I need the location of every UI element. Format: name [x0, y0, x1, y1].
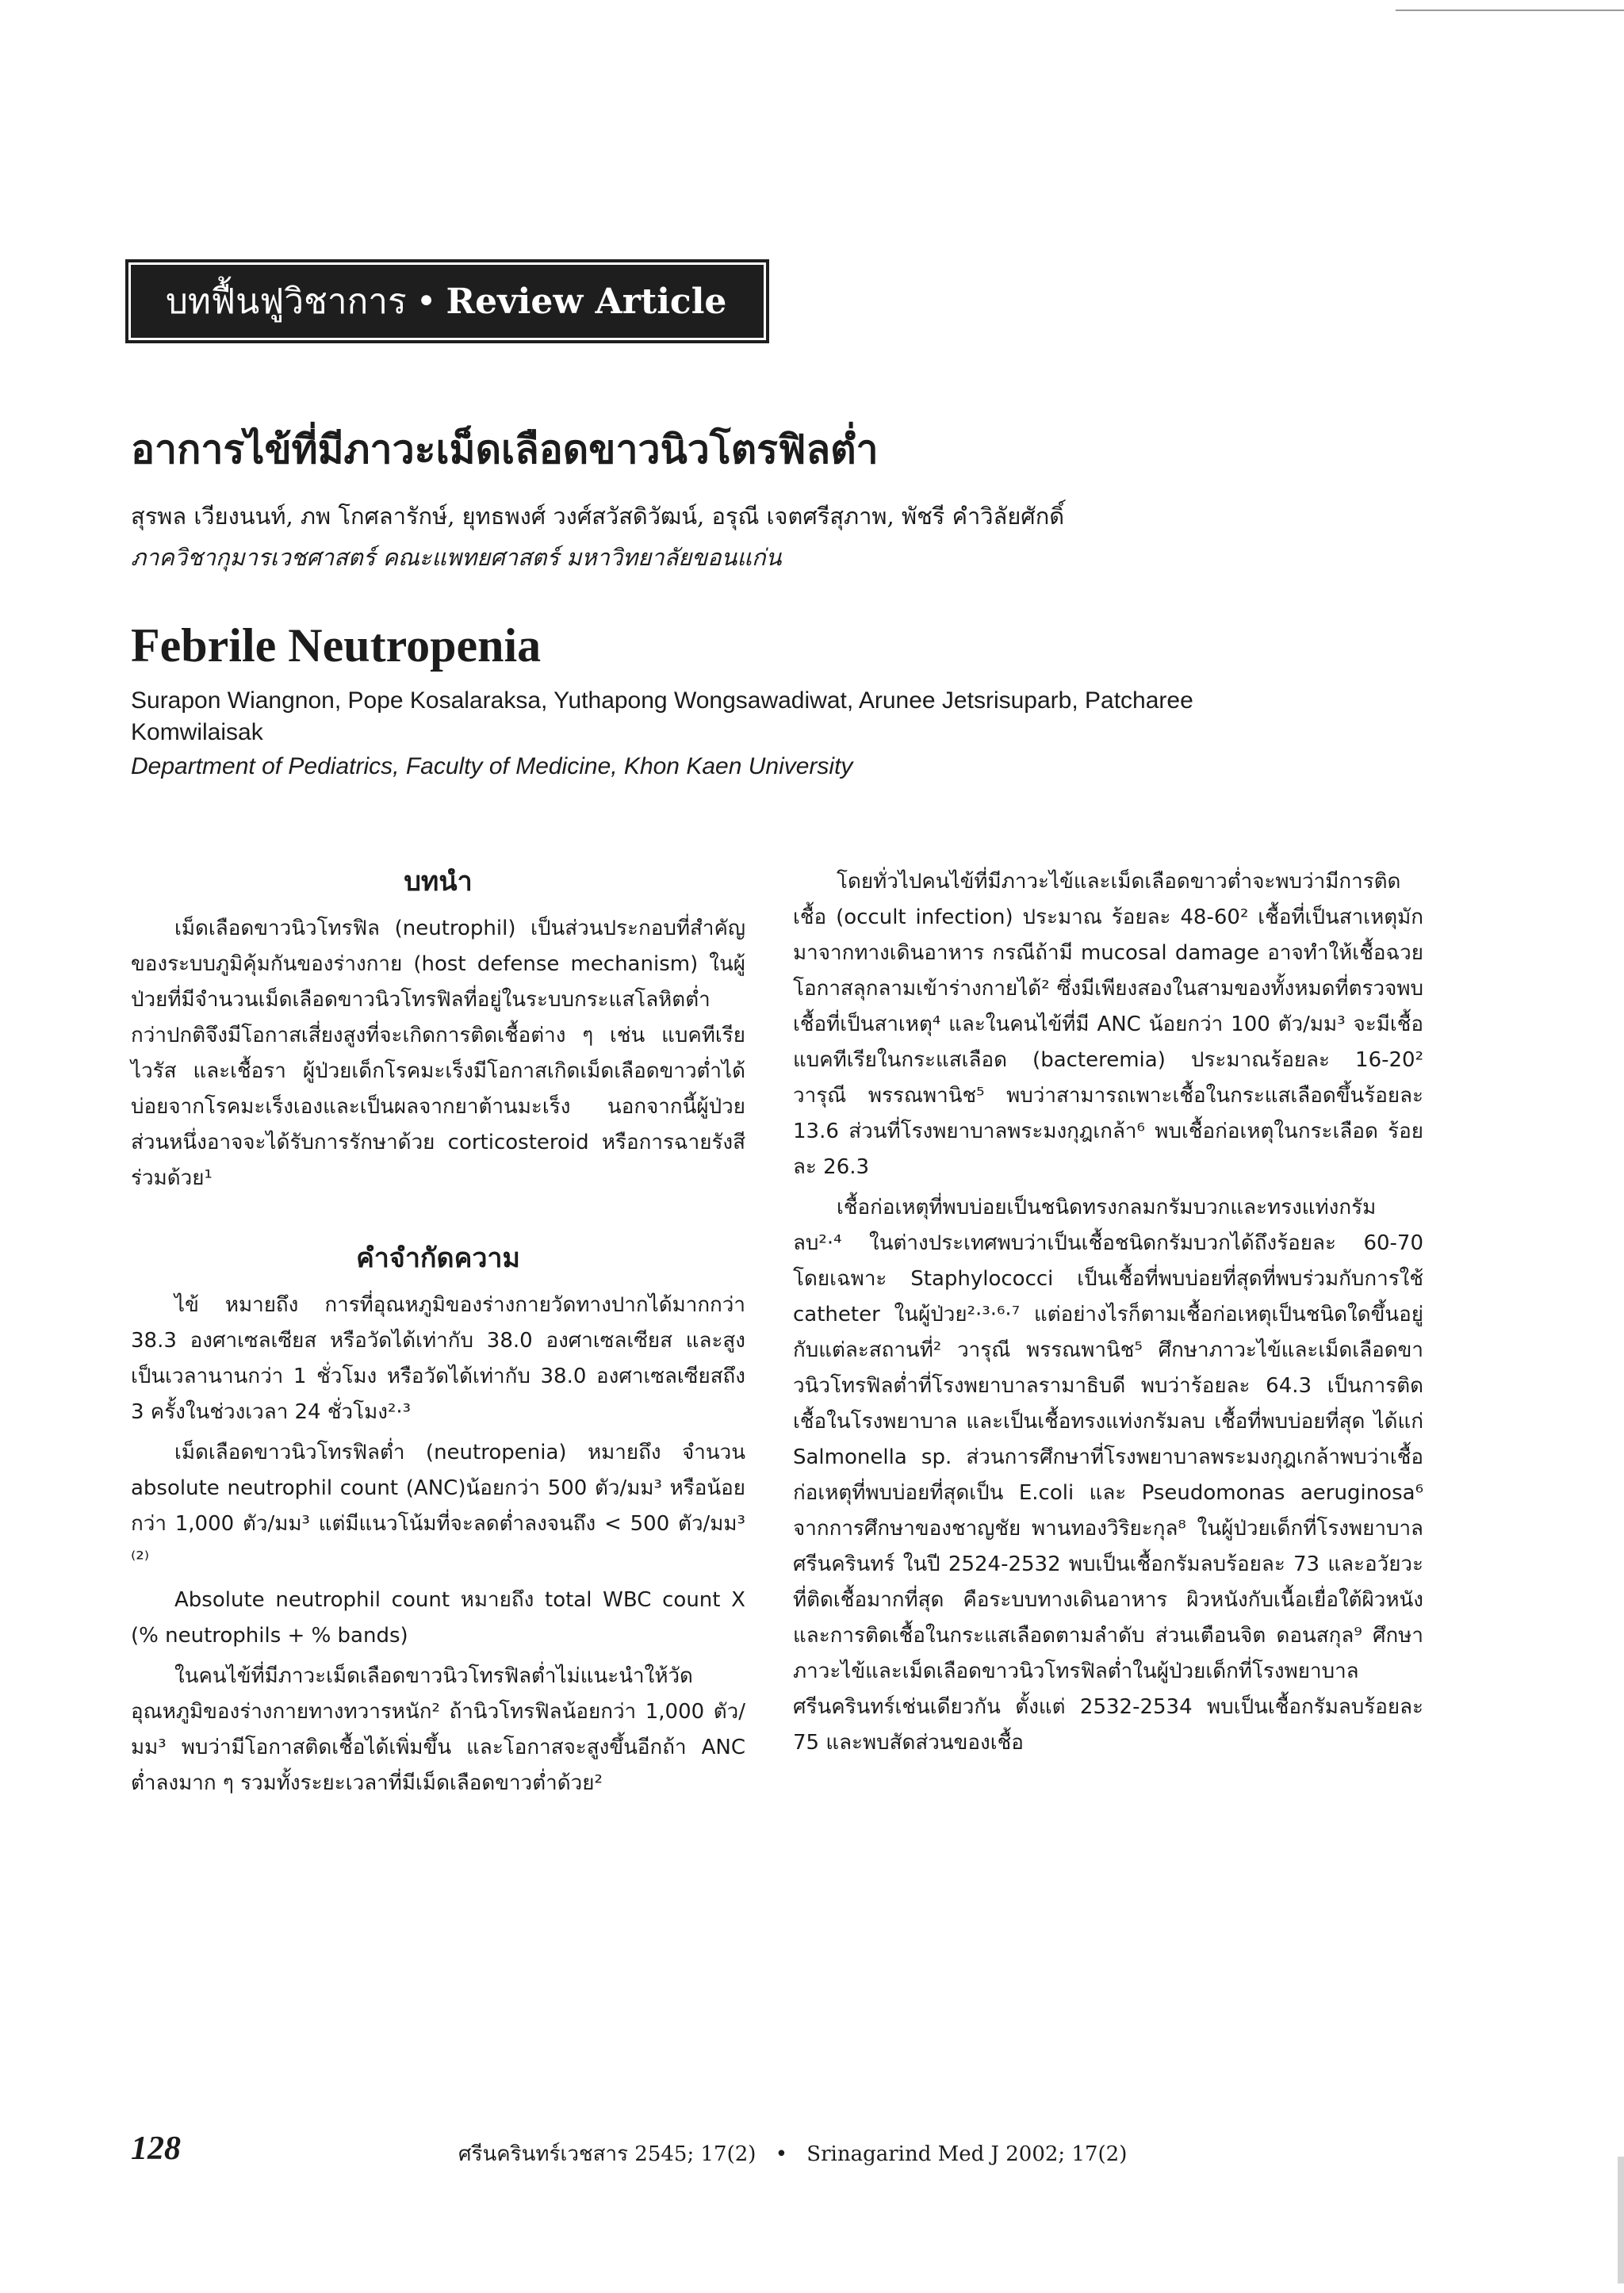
- definition-paragraph-rectal: ในคนไข้ที่มีภาวะเม็ดเลือดขาวนิวโทรฟิลต่ำไม่แนะนำให้วัดอุณหภูมิของร่างกายทางทวารหนัก² ถ้านิวโทรฟิลน้อยกว่า 1,000 ตัว/มม³ พบว่ามีโอกาสติดเชื้อได้เพิ่มขึ้น และโอกาสจะสูงขึ้นอีกถ้า ANC ต่ำลงมาก ๆ รวมทั้งระยะเวลาที่มีเม็ดเลือดขาวต่ำด้วย²: [131, 1664, 745, 1795]
- intro-heading: บทนำ: [404, 866, 473, 898]
- affiliation-en: Department of Pediatrics, Faculty of Medicine, Khon Kaen University: [131, 753, 853, 779]
- scan-edge-streak: [1618, 2157, 1624, 2283]
- section-label-th: บทฟื้นฟูวิชาการ: [166, 281, 407, 322]
- section-banner: [131, 265, 764, 338]
- intro-paragraph: เม็ดเลือดขาวนิวโทรฟิล (neutrophil) เป็นส่วนประกอบที่สำคัญของระบบภูมิคุ้มกันของร่างกาย (host defense mechanism) ในผู้ป่วยที่มีจำนวนเม็ดเลือดขาวนิวโทรฟิลที่อยู่ในระบบกระแสโลหิตต่ำกว่าปกติจึงมีโอกาสเสี่ยงสูงที่จะเกิดการติดเชื้อต่าง ๆ เช่น แบคทีเรีย ไวรัส และเชื้อรา ผู้ป่วยเด็กโรคมะเร็งมีโอกาสเกิดเม็ดเลือดขาวต่ำได้บ่อยจากโรคมะเร็งเองและเป็นผลจากยาต้านมะเร็ง นอกจากนี้ผู้ป่วยส่วนหนึ่งอาจจะได้รับการรักษาด้วย corticosteroid หรือการฉายรังสีร่วมด้วย¹: [131, 917, 745, 1190]
- article-title-en: Febrile Neutropenia: [131, 619, 542, 672]
- authors-en: Surapon Wiangnon, Pope Kosalaraksa, Yuthapong Wongsawadiwat, Arunee Jetsrisuparb, Patcharee Komwilaisak: [131, 687, 1193, 745]
- definition-paragraph-fever: ไข้ หมายถึง การที่อุณหภูมิของร่างกายวัดทางปากได้มากกว่า 38.3 องศาเซลเซียส หรือวัดได้เท่ากับ 38.0 องศาเซลเซียส และสูงเป็นเวลานานกว่า 1 ชั่วโมง หรือวัดได้เท่ากับ 38.0 องศาเซลเซียสถึง 3 ครั้งในช่วงเวลา 24 ชั่วโมง²·³: [131, 1293, 745, 1424]
- left-column: [131, 864, 745, 1806]
- definition-paragraph-anc: Absolute neutrophil count หมายถึง total WBC count X (% neutrophils + % bands): [131, 1588, 745, 1648]
- journal-citation-en: Srinagarind Med J 2002; 17(2): [806, 2142, 1128, 2166]
- body-paragraph-pathogens: เชื้อก่อเหตุที่พบบ่อยเป็นชนิดทรงกลมกรัมบวกและทรงแท่งกรัมลบ²·⁴ ในต่างประเทศพบว่าเป็นเชื้อชนิดกรัมบวกได้ถึงร้อยละ 60-70 โดยเฉพาะ Staphylococci เป็นเชื้อที่พบบ่อยที่สุดที่พบร่วมกับการใช้ catheter ในผู้ป่วย²·³·⁶·⁷ แต่อย่างไรก็ตามเชื้อก่อเหตุเป็นชนิดใดขึ้นอยู่กับแต่ละสถานที่² วารุณี พรรณพานิช⁵ ศึกษาภาวะไข้และเม็ดเลือดขาวนิวโทรฟิลต่ำที่โรงพยาบาลรามาธิบดี พบว่าร้อยละ 64.3 เป็นการติดเชื้อในโรงพยาบาล และเป็นเชื้อทรงแท่งกรัมลบ เชื้อที่พบบ่อยที่สุด ได้แก่ Salmonella sp. ส่วนการศึกษาที่โรงพยาบาลพระมงกุฎเกล้าพบว่าเชื้อก่อเหตุที่พบบ่อยที่สุดเป็น E.coli และ Pseudomonas aeruginosa⁶ จากการศึกษาของชาญชัย พานทองวิริยะกุล⁸ ในผู้ป่วยเด็กที่โรงพยาบาลศรีนครินทร์ ในปี 2524-2532 พบเป็นเชื้อกรัมลบร้อยละ 73 และอวัยวะที่ติดเชื้อมากที่สุด คือระบบทางเดินอาหาร ผิวหนังกับเนื้อเยื่อใต้ผิวหนังและการติดเชื้อในกระแสเลือดตามลำดับ ส่วนเตือนจิต ดอนสกุล⁹ ศึกษาภาวะไข้และเม็ดเลือดขาวนิวโทรฟิลต่ำในผู้ป่วยเด็กที่โรงพยาบาลศรีนครินทร์เช่นเดียวกัน ตั้งแต่ 2532-2534 พบเป็นเชื้อกรัมลบร้อยละ 75 และพบสัดส่วนของเชื้อ: [793, 1196, 1423, 1755]
- page-number: 128: [131, 2130, 181, 2167]
- authors-th: สุรพล เวียงนนท์, ภพ โกศลารักษ์, ยุทธพงศ์ วงศ์สวัสดิวัฒน์, อรุณี เจตศรีสุภาพ, พัชรี คำวิลัยศักดิ์: [131, 503, 1065, 530]
- running-footer: [458, 2138, 1489, 2170]
- definition-paragraph-neutropenia: เม็ดเลือดขาวนิวโทรฟิลต่ำ (neutropenia) หมายถึง จำนวน absolute neutrophil count (ANC)น้อยกว่า 500 ตัว/มม³ หรือน้อยกว่า 1,000 ตัว/มม³ แต่มีแนวโน้มที่จะลดต่ำลงจนถึง < 500 ตัว/มม³ ⁽²⁾: [131, 1441, 745, 1571]
- affiliation-th: ภาควิชากุมารเวชศาสตร์ คณะแพทยศาสตร์ มหาวิทยาลัยขอนแก่น: [131, 544, 782, 571]
- section-label-en: Review Article: [446, 281, 727, 322]
- top-edge-rule: [1396, 10, 1624, 11]
- banner-bullet: •: [416, 281, 437, 322]
- right-column: [793, 864, 1423, 1766]
- body-paragraph-occult-infection: โดยทั่วไปคนไข้ที่มีภาวะไข้และเม็ดเลือดขาวต่ำจะพบว่ามีการติดเชื้อ (occult infection) ประมาณ ร้อยละ 48-60² เชื้อที่เป็นสาเหตุมักมาจากทางเดินอาหาร กรณีถ้ามี mucosal damage อาจทำให้เชื้อฉวยโอกาสลุกลามเข้าร่างกายได้² ซึ่งมีเพียงสองในสามของทั้งหมดที่ตรวจพบเชื้อที่เป็นสาเหตุ⁴ และในคนไข้ที่มี ANC น้อยกว่า 100 ตัว/มม³ จะมีเชื้อแบคทีเรียในกระแสเลือด (bacteremia) ประมาณร้อยละ 16-20² วารุณี พรรณพานิช⁵ พบว่าสามารถเพาะเชื้อในกระแสเลือดขึ้นร้อยละ 13.6 ส่วนที่โรงพยาบาลพระมงกุฎเกล้า⁶ พบเชื้อก่อเหตุในกระเลือด ร้อยละ 26.3: [793, 870, 1423, 1179]
- article-title-th: อาการไข้ที่มีภาวะเม็ดเลือดขาวนิวโตรฟิลต่ำ: [131, 426, 879, 473]
- footer-bullet: •: [775, 2142, 788, 2166]
- definition-heading: คำจำกัดความ: [356, 1242, 520, 1274]
- journal-citation-th: ศรีนครินทร์เวชสาร 2545; 17(2): [458, 2142, 756, 2166]
